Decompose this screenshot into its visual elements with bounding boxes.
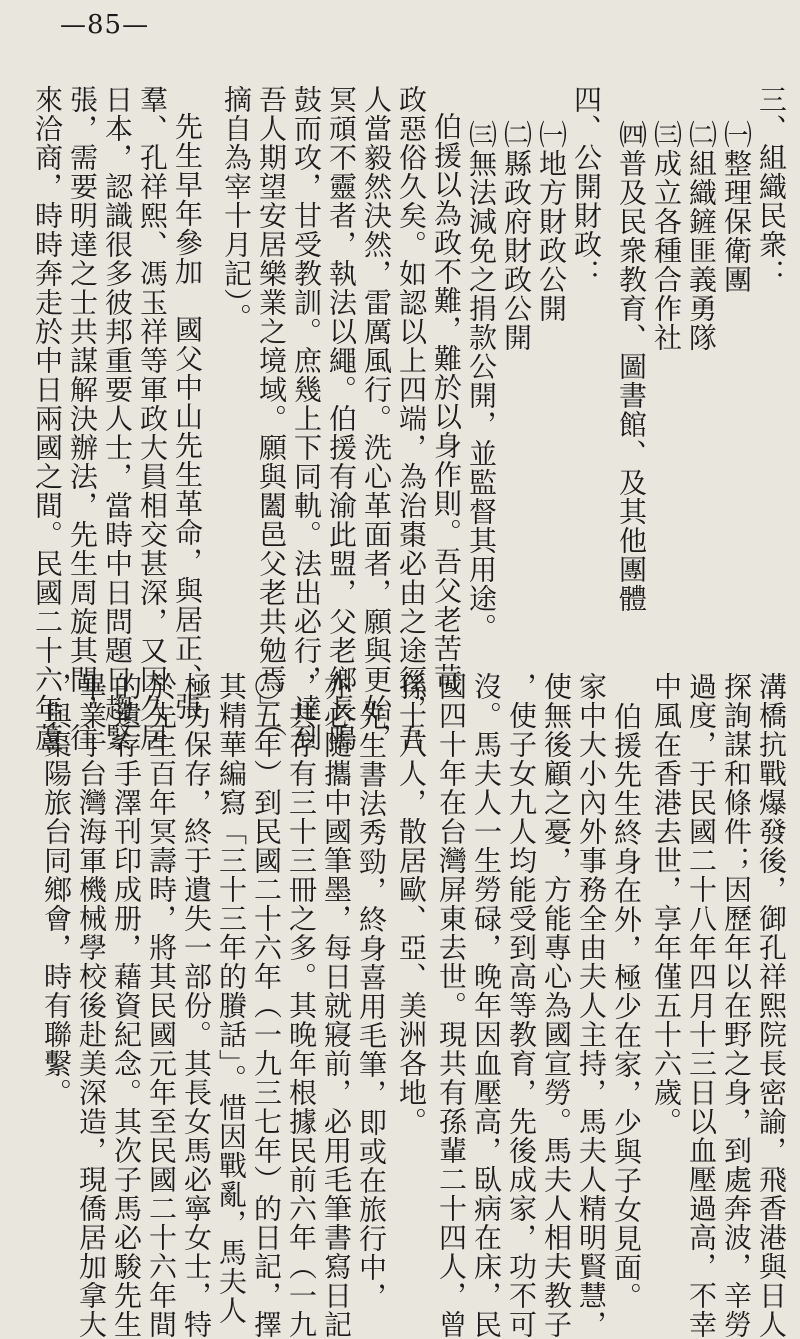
text-column: 極力保存，終于遺失一部份。其長女馬必寧女士，特 <box>180 672 213 1339</box>
text-column: 國四十年在台灣屏東去世。現共有孫輩二十四人，曾 <box>435 672 468 1339</box>
text-column: ㈢成立各種合作社 <box>650 120 683 352</box>
text-column: 三、組織民衆： <box>755 85 788 288</box>
page-number: —85— <box>60 10 150 40</box>
text-column: 使無後顧之憂，方能專心為國宣勞。馬夫人相夫教子 <box>540 672 573 1339</box>
text-column: 孫十八人，散居歐、亞、美洲各地。 <box>395 672 428 1136</box>
text-column: ，共存有三十三冊之多。其晚年根據民前六年（一九 <box>285 672 318 1339</box>
text-column: 中風在香港去世，享年僅五十六歲。 <box>650 672 683 1136</box>
text-column: 溝橋抗戰爆發後，御孔祥熙院長密諭，飛香港與日人 <box>755 672 788 1339</box>
text-column: 畢業于台灣海軍機械學校後赴美深造，現僑居加拿大 <box>75 672 108 1339</box>
text-column: 摘自為宰十月記）。 <box>220 85 253 332</box>
text-column: 先生書法秀勁，終身喜用毛筆，即或在旅行中， <box>355 702 388 1311</box>
text-column: 吾人期望安居樂業之境域。願與闔邑父老共勉焉」（ <box>255 85 288 738</box>
text-column: 人當毅然決然，雷厲風行。洗心革面者，願與更始， <box>360 85 393 752</box>
text-column: ㈡縣政府財政公開 <box>500 120 533 352</box>
text-column: 於先生百年冥壽時，將其民國元年至民國二十六年間 <box>145 672 178 1339</box>
text-column: 〇五年）到民國二十六年（一九三七年）的日記，擇 <box>250 672 283 1339</box>
text-column: 四、公開財政： <box>570 85 603 288</box>
text-column: 政惡俗久矣。如認以上四端，為治棗必由之途徑，吾 <box>395 85 428 752</box>
text-column: 亦必隨攜中國筆墨，每日就寢前，必用毛筆書寫日記 <box>320 672 353 1339</box>
text-column: ㈣普及民衆教育、圖書館、及其他團體 <box>615 120 648 613</box>
text-column: ，使子女九人均能受到高等教育，先後成家，功不可 <box>505 672 538 1339</box>
text-column: 探詢謀和條件；因歷年以在野之身，到處奔波，辛勞 <box>720 672 753 1339</box>
text-column: 伯援以為政不難，難於以身作則。吾父老苦苛 <box>430 112 463 692</box>
text-column: 日本，認識很多彼邦重要人士，當時中日問題日趨緊 <box>101 85 134 752</box>
text-column: ㈠地方財政公開 <box>535 120 568 323</box>
text-column: 先生早年參加 國父中山先生革命，與居正、張 <box>171 112 204 721</box>
text-column: 沒。馬夫人一生勞碌，晚年因血壓高，臥病在床，民 <box>470 672 503 1339</box>
text-column: 家中大小內外事務全由夫人主持，馬夫人精明賢慧， <box>575 672 608 1339</box>
text-column: 羣、孔祥熙、馮玉祥等軍政大員相交甚深，又因久居 <box>136 85 169 752</box>
text-column: 伯援先生終身在外，極少在家，少與子女見面。 <box>610 702 643 1311</box>
text-column: ㈠整理保衛團 <box>720 120 753 294</box>
text-column: 來洽商，時時奔走於中日兩國之間。民國二十六年蘆 <box>31 85 64 752</box>
text-column: 冥頑不靈者，執法以繩。伯援有渝此盟，父老鄉長鳴 <box>325 85 358 752</box>
text-column: 過度，于民國二十八年四月十三日以血壓過高，不幸 <box>685 672 718 1339</box>
text-column: 張，需要明達之士共謀解決辦法，先生周旋其間，往 <box>66 85 99 752</box>
text-column: ㈡組織鏟匪義勇隊 <box>685 120 718 352</box>
text-column: 其精華編寫「三十三年的賸話」。惜因戰亂，馬夫人 <box>215 672 248 1325</box>
text-column: ㈢無法減免之捐款公開，並監督其用途。 <box>465 120 498 642</box>
text-column: ，與棗陽旅台同鄉會，時有聯繫。 <box>40 672 73 1107</box>
text-column: 的遺存手澤刊印成册，藉資紀念。其次子馬必駿先生 <box>110 672 143 1339</box>
text-column: 鼓而攻，甘受教訓。庶幾上下同軌。法出必行，達到 <box>290 85 323 752</box>
